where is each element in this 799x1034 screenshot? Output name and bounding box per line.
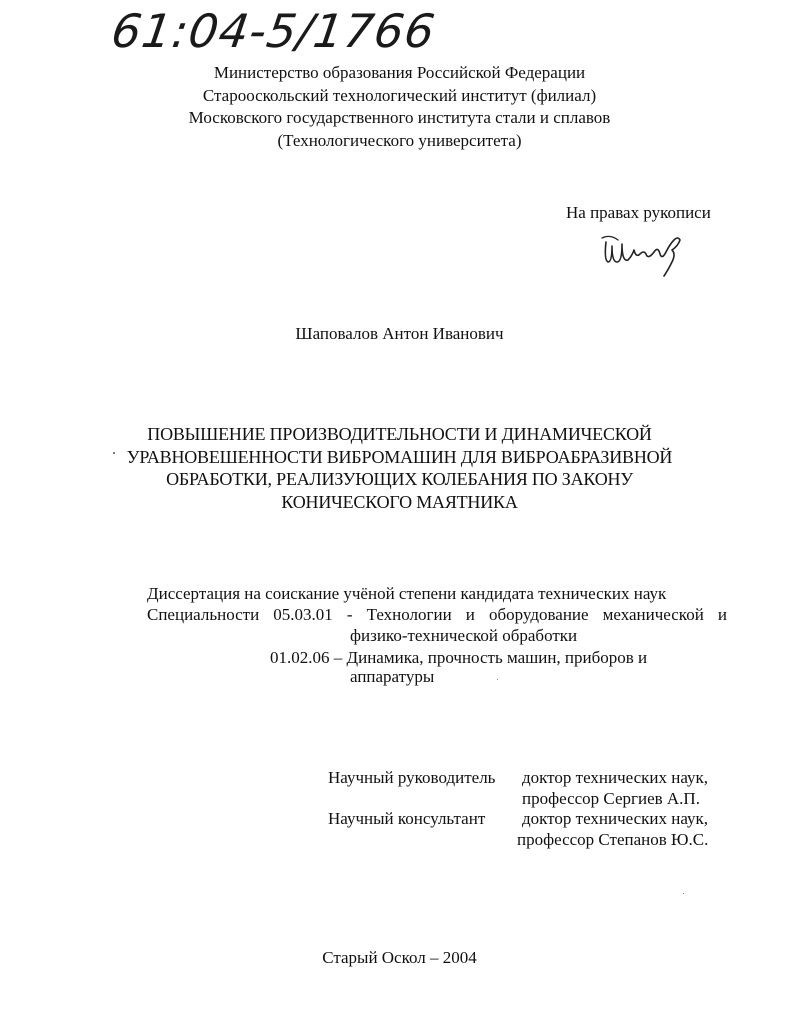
consultant-name: профессор Степанов Ю.С. <box>517 830 709 849</box>
title-line: УРАВНОВЕШЕННОСТИ ВИБРОМАШИН ДЛЯ ВИБРОАБРАЗИВНОЙ <box>126 446 673 467</box>
specialty-word: и <box>717 605 727 624</box>
specialty-2-continuation: аппаратуры <box>350 667 435 686</box>
organization-line: (Технологического университета) <box>277 130 522 150</box>
organization-block <box>0 62 799 152</box>
dissertation-title <box>0 423 799 513</box>
specialty-word: и <box>465 605 475 624</box>
specialty-1-continuation: физико-технической обработки <box>350 626 578 645</box>
organization-line: Старооскольский технологический институт (филиал) <box>202 85 597 105</box>
author-name: Шаповалов Антон Иванович <box>295 324 504 343</box>
title-line: ОБРАБОТКИ, РЕАЛИЗУЮЩИХ КОЛЕБАНИЯ ПО ЗАКОНУ <box>166 469 633 489</box>
manuscript-rights: На правах рукописи <box>566 203 711 222</box>
specialty-dash: - <box>346 605 353 624</box>
specialty-line-1 <box>147 605 727 625</box>
specialty-word: механической <box>602 605 704 624</box>
archive-stamp: 61:04-5/1766 <box>108 4 439 58</box>
city-year: Старый Оскол – 2004 <box>322 948 477 967</box>
consultant-degree: доктор технических наук, <box>522 809 709 828</box>
title-line: ПОВЫШЕНИЕ ПРОИЗВОДИТЕЛЬНОСТИ И ДИНАМИЧЕСКОЙ <box>147 424 652 444</box>
specialty-line-2: 01.02.06 – Динамика, прочность машин, приборов и <box>270 648 648 667</box>
consultant-role: Научный консультант <box>328 809 486 828</box>
specialty-word: Технологии <box>366 605 452 624</box>
specialty-word: оборудование <box>488 605 589 624</box>
dissertation-degree: Диссертация на соискание учёной степени кандидата технических наук <box>147 584 667 603</box>
signature <box>600 232 690 280</box>
specialties-label: Специальности <box>147 605 260 624</box>
organization-line: Министерство образования Российской Федерации <box>213 63 586 82</box>
supervisor-degree: доктор технических наук, <box>522 768 709 787</box>
scan-speck <box>113 452 115 454</box>
supervisor-role: Научный руководитель <box>328 768 496 787</box>
scan-speck <box>497 679 498 680</box>
supervisor-name: профессор Сергиев А.П. <box>522 789 700 808</box>
scan-speck <box>683 893 684 894</box>
specialty-code: 05.03.01 <box>273 605 333 624</box>
organization-line: Московского государственного института стали и сплавов <box>188 108 611 127</box>
title-line: КОНИЧЕСКОГО МАЯТНИКА <box>281 491 518 512</box>
